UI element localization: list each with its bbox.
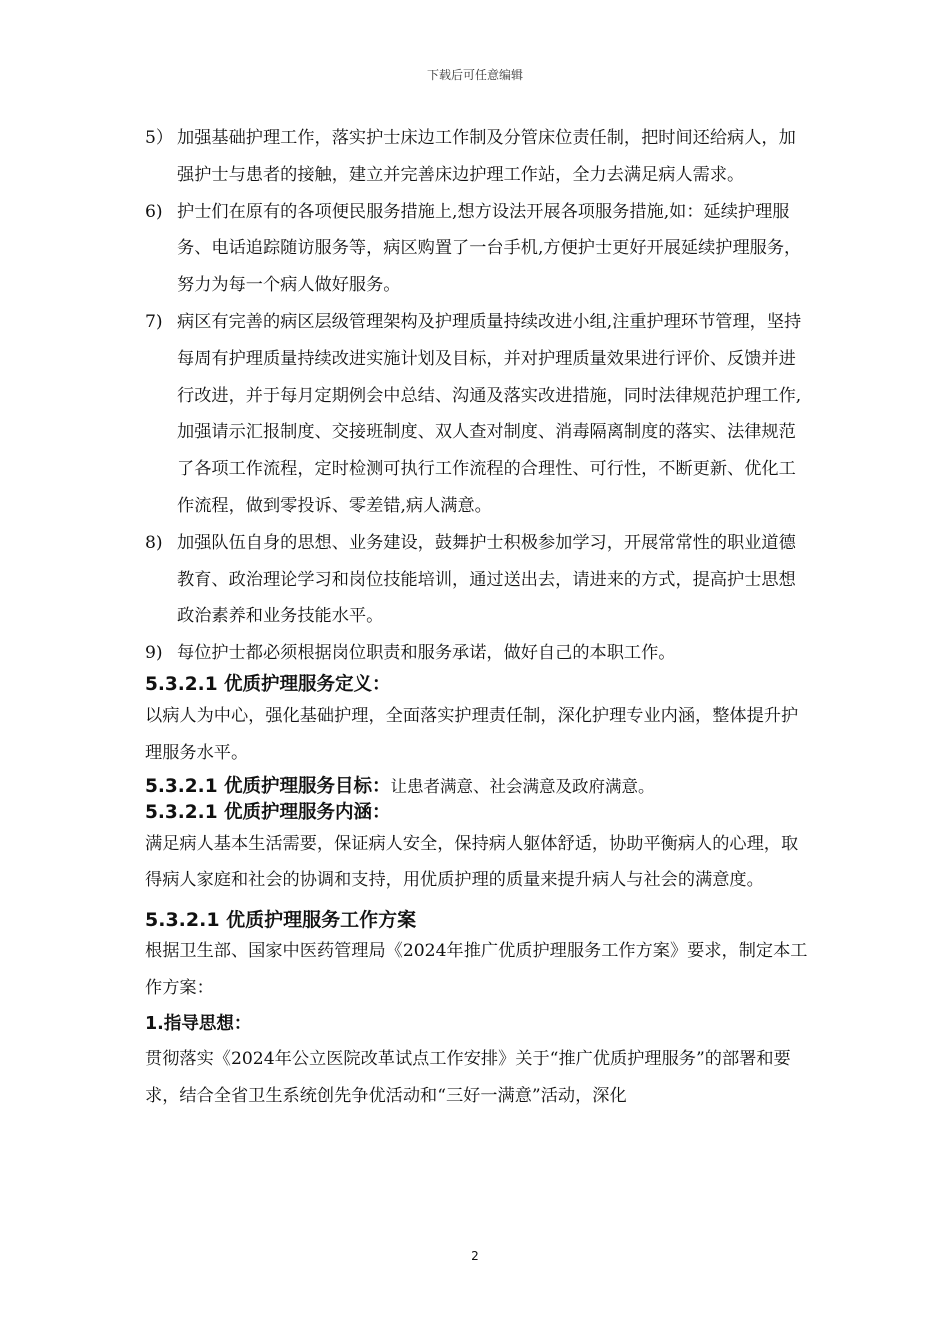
list-text: 病区有完善的病区层级管理架构及护理质量持续改进小组,注重护理环节管理，坚持每周有护理质量持续改进实施计划及目标，并对护理质量效果进行评价、反馈并进行改进，并于每月定期例会中总结、沟通及落实改进措施，同时法律规范护理工作,加强请示汇报制度、交接班制度、双人查对制度、消毒隔离制度的落实、法律规范了各项工作流程，定时检测可执行工作流程的合理性、可行性，不断更新、优化工作流程，做到零投诉、零差错,病人满意。	[177, 311, 802, 516]
document-body	[145, 120, 810, 1114]
section-heading-connotation: 5.3.2.1 优质护理服务内涵：	[145, 801, 391, 823]
list-number: 7)	[145, 311, 163, 332]
page-header: 下载后可任意编辑	[426, 68, 523, 82]
list-number: 9)	[145, 643, 163, 664]
section-heading-goal	[145, 774, 810, 800]
list-item	[145, 304, 810, 525]
list-text: 护士们在原有的各项便民服务措施上,想方设法开展各项服务措施,如：延续护理服务、电话追踪随访服务等，病区购置了一台手机,方便护士更好开展延续护理服务，努力为每一个病人做好服务。	[177, 201, 802, 296]
section-heading-guiding: 1.指导思想：	[145, 1013, 252, 1034]
section-heading-plan: 5.3.2.1 优质护理服务工作方案	[145, 909, 417, 932]
connotation-paragraph: 满足病人基本生活需要，保证病人安全，保持病人躯体舒适，协助平衡病人的心理，取得病人家庭和社会的协调和支持，用优质护理的质量来提升病人与社会的满意度。	[145, 833, 799, 891]
list-number: 6)	[145, 201, 163, 222]
list-text: 每位护士都必须根据岗位职责和服务承诺，做好自己的本职工作。	[177, 643, 676, 664]
list-item	[145, 525, 810, 635]
list-text: 加强基础护理工作，落实护士床边工作制及分管床位责任制，把时间还给病人，加强护士与患者的接触，建立并完善床边护理工作站，全力去满足病人需求。	[177, 128, 796, 185]
list-number: 8)	[145, 532, 163, 553]
definition-paragraph: 以病人为中心，强化基础护理，全面落实护理责任制，深化护理专业内涵，整体提升护理服务水平。	[145, 705, 799, 763]
list-item	[145, 635, 810, 672]
section-heading-definition: 5.3.2.1 优质护理服务定义：	[145, 673, 391, 695]
list-item	[145, 194, 810, 304]
guiding-paragraph: 贯彻落实《2024年公立医院改革试点工作安排》关于“推广优质护理服务”的部署和要求，结合全省卫生系统创先争优活动和“三好一满意”活动，深化	[145, 1048, 791, 1106]
list-text: 加强队伍自身的思想、业务建设，鼓舞护士积极参加学习，开展常常性的职业道德教育、政治理论学习和岗位技能培训，通过送出去，请进来的方式，提高护士思想政治素养和业务技能水平。	[177, 532, 796, 627]
list-item	[145, 120, 810, 194]
list-number: 5）	[145, 128, 174, 148]
plan-paragraph: 根据卫生部、国家中医药管理局《2024年推广优质护理服务工作方案》要求，制定本工作方案：	[145, 941, 808, 998]
page-number: 2	[471, 1249, 479, 1263]
goal-text: 让患者满意、社会满意及政府满意。	[390, 776, 655, 796]
goal-heading-label: 5.3.2.1 优质护理服务目标：	[145, 775, 391, 797]
